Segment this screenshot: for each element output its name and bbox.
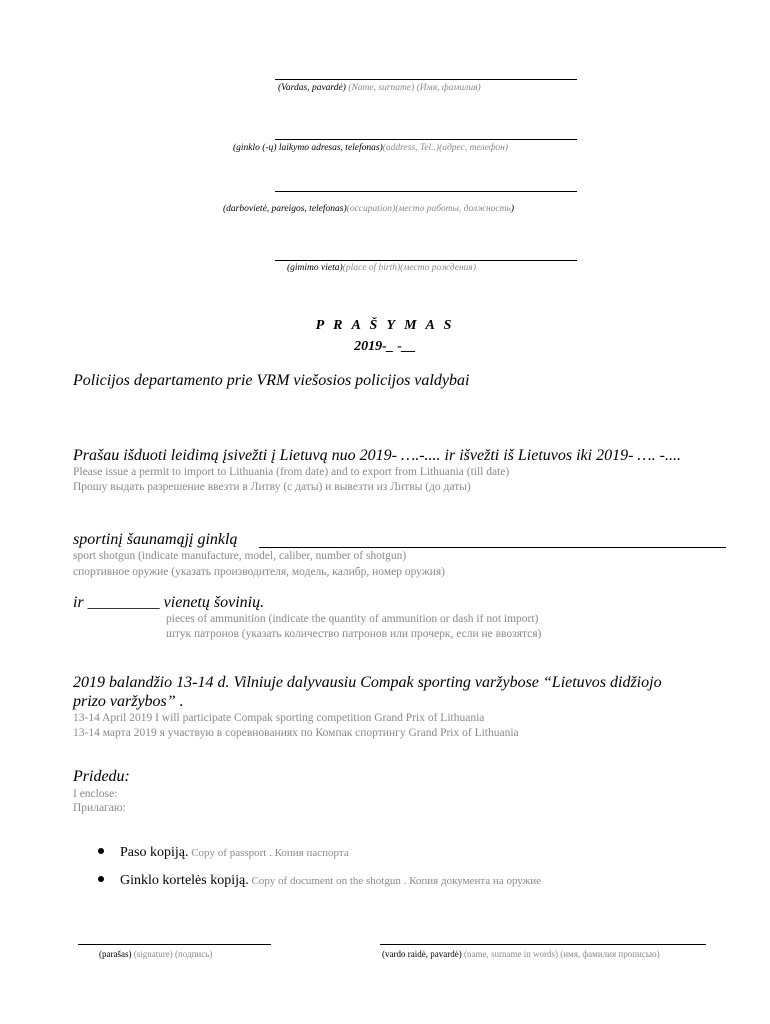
birth-caption (287, 263, 476, 273)
attachment-lt: Paso kopiją. (120, 845, 189, 860)
weapon-line[interactable] (259, 547, 726, 548)
ammo-line-row (73, 594, 264, 612)
attachment-item (98, 873, 541, 889)
birth-caption-tr: (place of birth)(место рождения) (342, 263, 476, 273)
name-words-caption-tr: (name, surname in words) (имя, фамилия прописью) (461, 949, 660, 959)
bullet-icon (98, 848, 104, 854)
event-en: 13-14 April 2019 I will participate Compak sporting competition Grand Prix of Lithuania (73, 712, 485, 724)
attachment-item (98, 845, 349, 861)
event-lt-line2: prizo varžybos” . (73, 693, 184, 710)
ammo-lt-post: vienetų šovinių. (163, 594, 265, 611)
request-lt: Prašau išduoti leidimą įsivežti į Lietuvą nuo 2019- ….-.... ir išvežti iš Lietuvos iki 2019- …. -.... (73, 447, 681, 464)
signature-caption (99, 949, 212, 959)
name-words-caption-lt: (vardo raidė, pavardė) (382, 949, 462, 959)
name-words-caption (382, 949, 660, 959)
document-title: P R A Š Y M A S (315, 318, 455, 333)
name-line[interactable] (275, 79, 577, 80)
attachment-lt: Ginklo kortelės kopiją. (120, 873, 249, 888)
weapon-en: sport shotgun (indicate manufacture, model, caliber, number of shotgun) (73, 550, 407, 562)
name-caption-tr: (Name, surname) (Имя, фамилия) (345, 83, 481, 93)
ammo-lt-pre: ir (73, 594, 84, 611)
occupation-line[interactable] (275, 191, 577, 192)
birth-line[interactable] (275, 260, 577, 261)
request-en: Please issue a permit to import to Lithuania (from date) and to export from Lithuania (till date) (73, 466, 510, 478)
address-caption-tr: (address, Tel..)(адрес, телефон) (382, 143, 509, 153)
occupation-caption-tr: (occupation)(место работы, должность (346, 204, 511, 214)
signature-caption-tr: (signature) (подпись) (131, 949, 213, 959)
address-line[interactable] (275, 139, 577, 140)
enclose-ru: Прилагаю: (73, 802, 126, 814)
addressee: Policijos departamento prie VRM viešosios policijos valdybai (73, 372, 470, 389)
occupation-caption (223, 204, 514, 214)
name-words-line[interactable] (380, 944, 706, 945)
address-caption (233, 143, 508, 153)
bullet-icon (98, 876, 104, 882)
enclose-en: I enclose: (73, 788, 118, 800)
attachment-tr: Copy of passport . Копия паспорта (188, 847, 349, 859)
event-lt-line1: 2019 balandžio 13-14 d. Vilniuje dalyvausiu Compak sporting varžybose “Lietuvos didžiojo (73, 674, 662, 691)
name-caption (278, 83, 481, 93)
name-caption-lt: (Vardas, pavardė) (278, 83, 346, 93)
request-ru: Прошу выдать разрешение ввезти в Литву (с даты) и вывезти из Литвы (до даты) (73, 481, 471, 493)
ammo-en: pieces of ammunition (indicate the quantity of ammunition or dash if not import) (166, 613, 539, 625)
document-date[interactable]: 2019-_ -__ (354, 339, 416, 354)
birth-caption-lt: (gimimo vieta) (287, 263, 343, 273)
occupation-caption-lt: (darbovietė, pareigos, telefonas) (223, 204, 347, 214)
enclose-lt: Pridedu: (73, 768, 130, 785)
event-ru: 13-14 марта 2019 я участвую в соревнованиях по Компак спортингу Grand Prix of Lithuania (73, 727, 519, 739)
ammo-ru: штук патронов (указать количество патронов или прочерк, если не ввозятся) (166, 628, 542, 640)
attachment-tr: Copy of document on the shotgun . Копия документа на оружие (248, 875, 542, 887)
weapon-lt: sportinį šaunamąjį ginklą (73, 531, 238, 548)
occupation-caption-end: ) (510, 204, 514, 214)
signature-caption-lt: (parašas) (99, 949, 132, 959)
weapon-ru: спортивное оружие (указать производителя, модель, калибр, номер оружия) (73, 566, 445, 578)
signature-line[interactable] (78, 944, 271, 945)
ammo-quantity-blank[interactable]: _________ (87, 594, 160, 611)
address-caption-lt: (ginklo (-ų) laikymo adresas, telefonas) (233, 143, 383, 153)
